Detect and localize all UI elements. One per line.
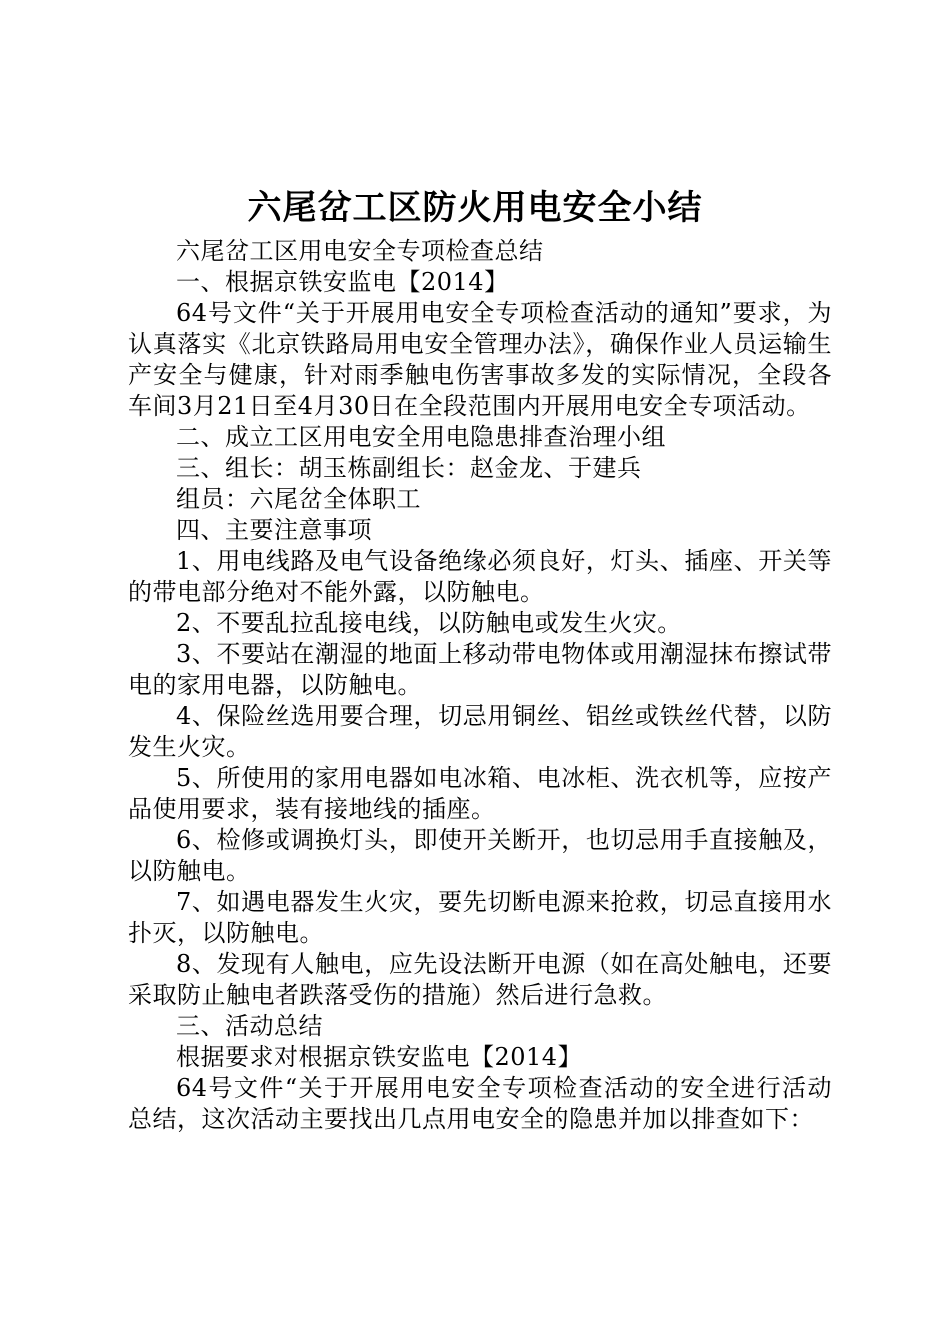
document-title: 六尾岔工区防火用电安全小结 [247, 188, 703, 228]
paragraph-note-5: 5、所使用的家用电器如电冰箱、电冰柜、洗衣机等，应按产品使用要求，装有接地线的插座。 [128, 764, 832, 823]
paragraph-note-6: 6、检修或调换灯头，即使开关断开，也切忌用手直接触及，以防触电。 [128, 826, 832, 885]
paragraph-team-leaders: 三、组长：胡玉栋副组长：赵金龙、于建兵 [176, 454, 642, 482]
paragraph-note-4: 4、保险丝选用要合理，切忌用铜丝、铝丝或铁丝代替，以防发生火灾。 [128, 702, 832, 761]
paragraph-team-heading: 二、成立工区用电安全用电隐患排查治理小组 [176, 423, 666, 451]
paragraph-note-7: 7、如遇电器发生火灾，要先切断电源来抢救，切忌直接用水扑灭，以防触电。 [128, 888, 832, 947]
paragraph-summary-heading: 三、活动总结 [176, 1012, 323, 1040]
paragraph-note-2: 2、不要乱拉乱接电线，以防触电或发生火灾。 [176, 609, 682, 637]
paragraph-basis-text: 64号文件“关于开展用电安全专项检查活动的通知”要求，为认真落实《北京铁路局用电安全管理办法》，确保作业人员运输生产安全与健康，针对雨季触电伤害事故多发的实际情况，全段各车间3月21日至4月30日在全段范围内开展用电安全专项活动。 [128, 299, 832, 420]
paragraph-note-8: 8、发现有人触电，应先设法断开电源（如在高处触电，还要采取防止触电者跌落受伤的措施）然后进行急救。 [128, 950, 832, 1009]
paragraph-notes-heading: 四、主要注意事项 [176, 516, 372, 544]
document-body [128, 236, 832, 1135]
paragraph-summary-basis: 根据要求对根据京铁安监电【2014】 [176, 1043, 583, 1071]
paragraph-note-3: 3、不要站在潮湿的地面上移动带电物体或用潮湿抹布擦试带电的家用电器，以防触电。 [128, 640, 832, 699]
paragraph-team-members: 组员：六尾岔全体职工 [176, 485, 421, 513]
paragraph-summary-text: 64号文件“关于开展用电安全专项检查活动的安全进行活动总结，这次活动主要找出几点用电安全的隐患并加以排查如下： [128, 1074, 832, 1133]
paragraph-note-1: 1、用电线路及电气设备绝缘必须良好，灯头、插座、开关等的带电部分绝对不能外露，以防触电。 [128, 547, 832, 606]
paragraph-subtitle: 六尾岔工区用电安全专项检查总结 [176, 237, 544, 265]
paragraph-basis-heading: 一、根据京铁安监电【2014】 [176, 268, 509, 296]
